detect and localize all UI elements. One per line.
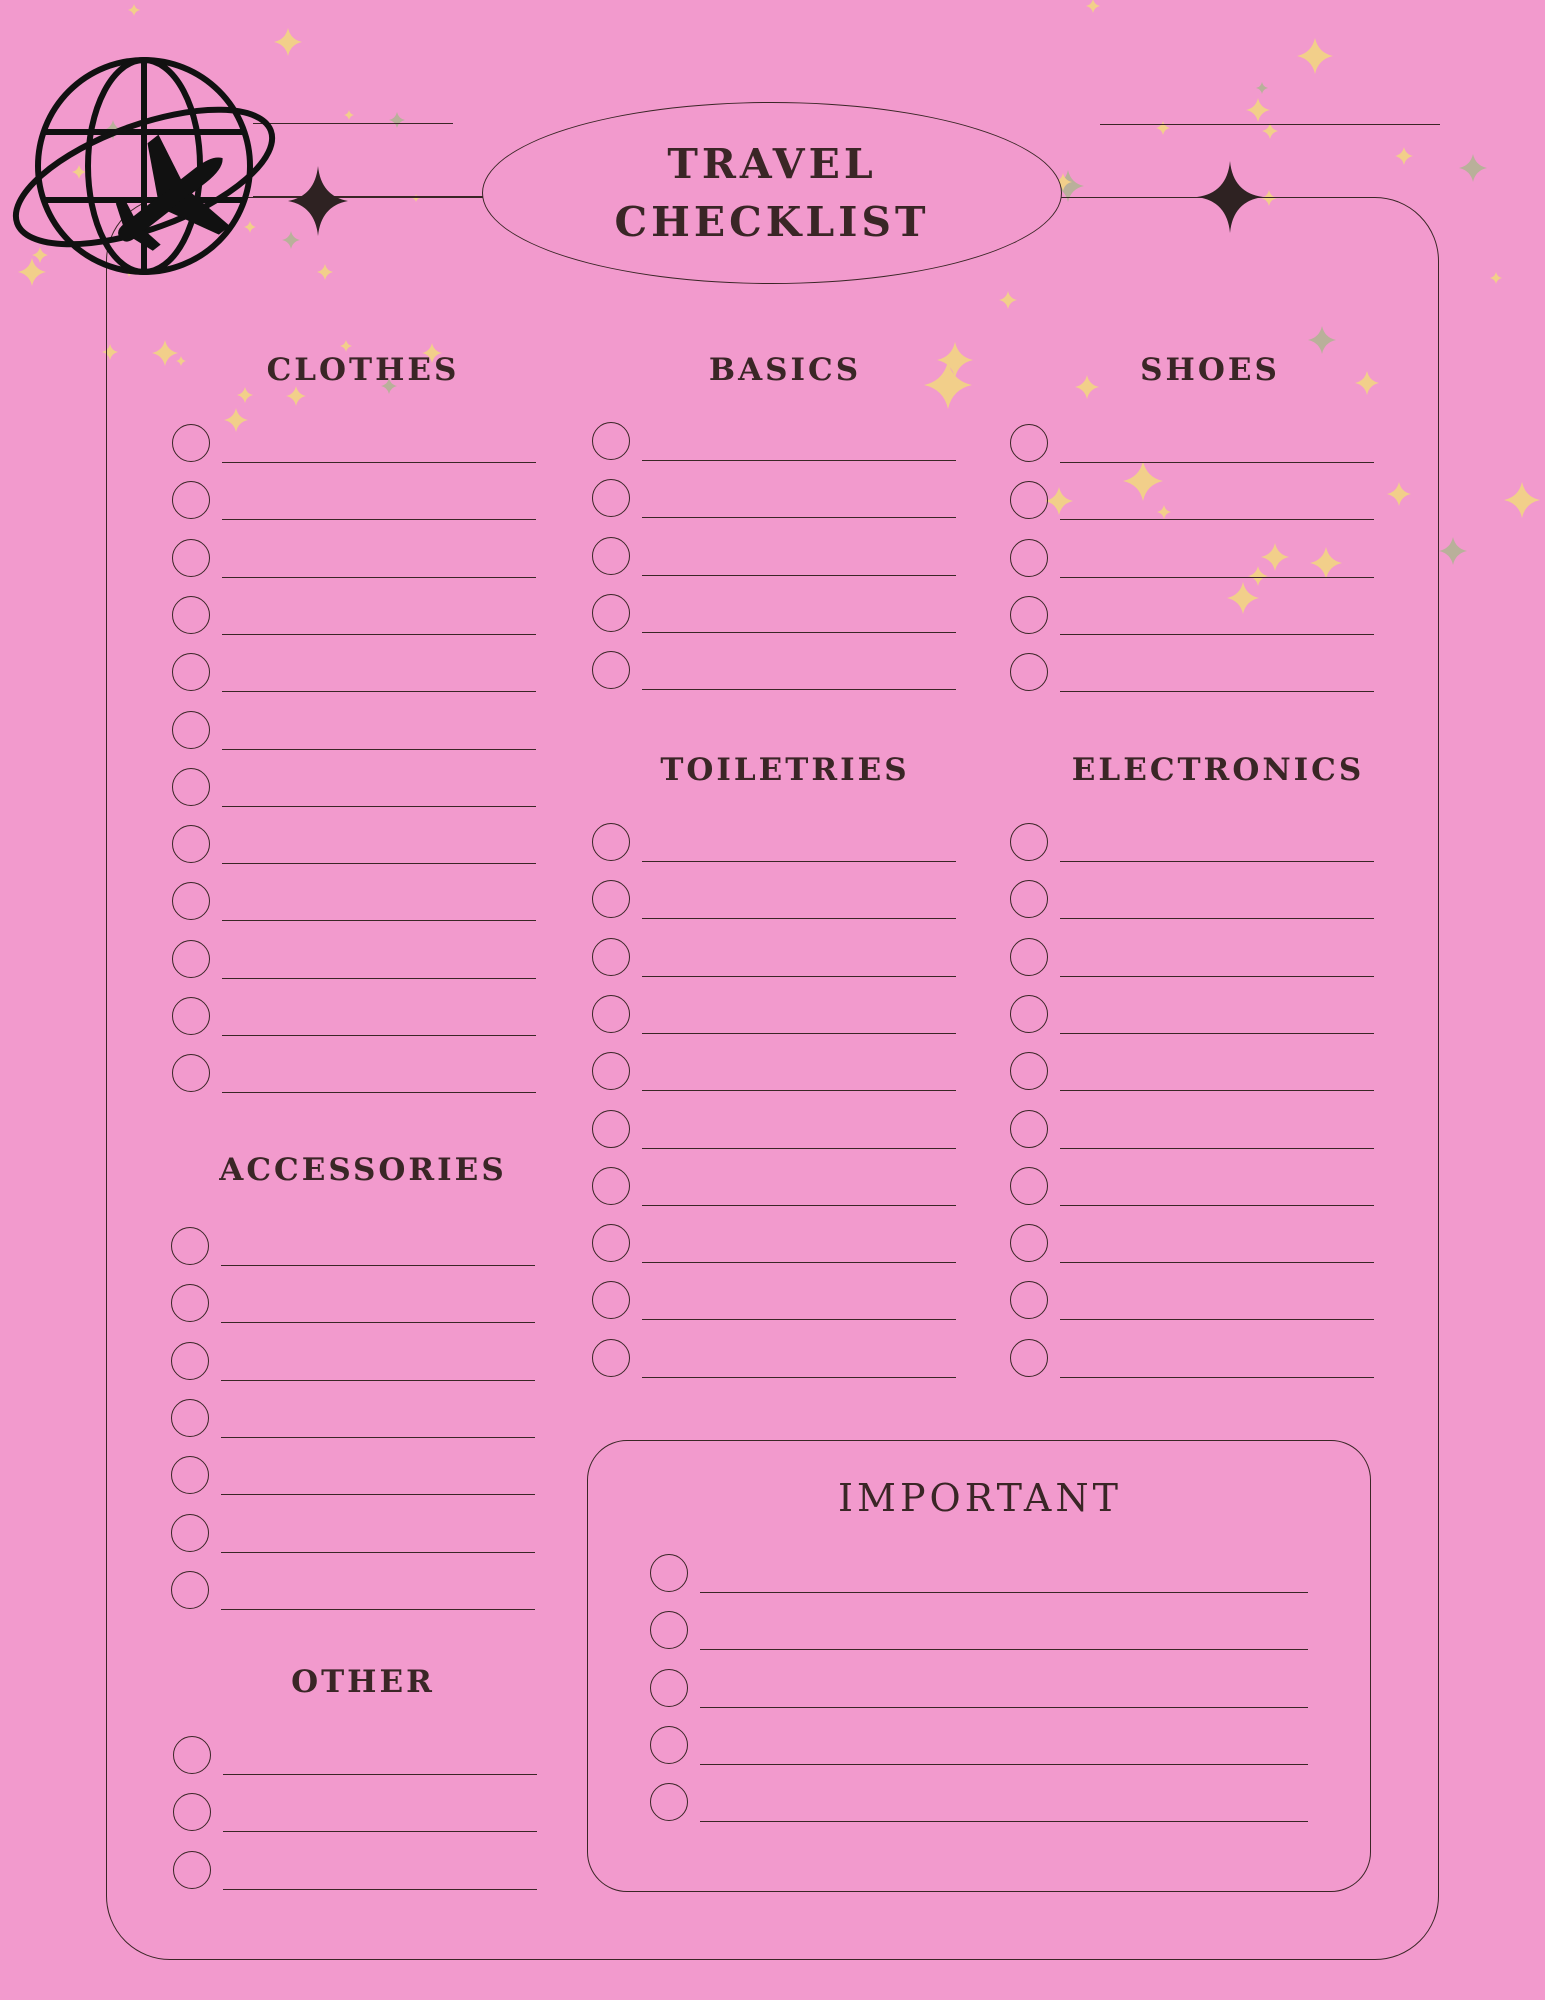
section-heading-clothes: CLOTHES — [266, 352, 460, 388]
write-in-line[interactable] — [1060, 976, 1374, 977]
electronics-checklist-item[interactable] — [1010, 1052, 1374, 1094]
sparkle-icon — [1262, 123, 1278, 139]
important-checklist-item[interactable] — [650, 1669, 1308, 1711]
write-in-line[interactable] — [642, 517, 956, 518]
checkbox-circle[interactable] — [1010, 995, 1048, 1033]
electronics-checklist-item[interactable] — [1010, 823, 1374, 865]
checkbox-circle[interactable] — [592, 1224, 630, 1262]
write-in-line[interactable] — [1060, 577, 1374, 578]
write-in-line[interactable] — [221, 1609, 535, 1610]
basics-checklist-item[interactable] — [592, 594, 956, 636]
write-in-line[interactable] — [222, 920, 536, 921]
shoes-checklist-item[interactable] — [1010, 596, 1374, 638]
checkbox-circle[interactable] — [650, 1669, 688, 1707]
other-checklist-item[interactable] — [173, 1851, 537, 1893]
write-in-line[interactable] — [700, 1821, 1308, 1822]
write-in-line[interactable] — [1060, 1205, 1374, 1206]
shoes-checklist-item[interactable] — [1010, 653, 1374, 695]
checkbox-circle[interactable] — [592, 823, 630, 861]
section-heading-shoes: SHOES — [1140, 352, 1280, 388]
write-in-line[interactable] — [642, 632, 956, 633]
electronics-checklist-item[interactable] — [1010, 1167, 1374, 1209]
section-heading-toiletries: TOILETRIES — [660, 752, 910, 788]
write-in-line[interactable] — [222, 863, 536, 864]
write-in-line[interactable] — [700, 1764, 1308, 1765]
write-in-line[interactable] — [642, 976, 956, 977]
checkbox-circle[interactable] — [592, 880, 630, 918]
write-in-line[interactable] — [642, 1033, 956, 1034]
toiletries-checklist-item[interactable] — [592, 995, 956, 1037]
clothes-checklist-item[interactable] — [172, 940, 536, 982]
write-in-line[interactable] — [642, 918, 956, 919]
checkbox-circle[interactable] — [171, 1514, 209, 1552]
toiletries-checklist-item[interactable] — [592, 1281, 956, 1323]
checkbox-circle[interactable] — [1010, 653, 1048, 691]
sparkle-star-icon — [288, 166, 348, 236]
sparkle-icon — [1395, 147, 1413, 165]
checkbox-circle[interactable] — [1010, 424, 1048, 462]
write-in-line[interactable] — [222, 634, 536, 635]
write-in-line[interactable] — [222, 749, 536, 750]
write-in-line[interactable] — [1060, 861, 1374, 862]
electronics-checklist-item[interactable] — [1010, 1110, 1374, 1152]
sparkle-icon — [389, 112, 405, 128]
checkbox-circle[interactable] — [172, 481, 210, 519]
checkbox-circle[interactable] — [592, 1110, 630, 1148]
section-heading-important: IMPORTANT — [838, 1476, 1122, 1520]
write-in-line[interactable] — [222, 519, 536, 520]
checkbox-circle[interactable] — [171, 1399, 209, 1437]
checkbox-circle[interactable] — [172, 825, 210, 863]
write-in-line[interactable] — [1060, 1148, 1374, 1149]
header-line-right-top — [1100, 124, 1440, 125]
write-in-line[interactable] — [642, 1262, 956, 1263]
section-heading-accessories: ACCESSORIES — [219, 1152, 507, 1188]
toiletries-checklist-item[interactable] — [592, 1167, 956, 1209]
write-in-line[interactable] — [221, 1265, 535, 1266]
write-in-line[interactable] — [700, 1649, 1308, 1650]
checkbox-circle[interactable] — [172, 539, 210, 577]
sparkle-icon — [1086, 0, 1100, 13]
checkbox-circle[interactable] — [171, 1342, 209, 1380]
checkbox-circle[interactable] — [650, 1783, 688, 1821]
checkbox-circle[interactable] — [1010, 1224, 1048, 1262]
electronics-checklist-item[interactable] — [1010, 1224, 1374, 1266]
sparkle-icon — [1439, 537, 1467, 565]
write-in-line[interactable] — [222, 806, 536, 807]
checkbox-circle[interactable] — [650, 1726, 688, 1764]
write-in-line[interactable] — [221, 1380, 535, 1381]
write-in-line[interactable] — [221, 1494, 535, 1495]
clothes-checklist-item[interactable] — [172, 653, 536, 695]
write-in-line[interactable] — [1060, 1033, 1374, 1034]
checkbox-circle[interactable] — [172, 997, 210, 1035]
write-in-line[interactable] — [222, 462, 536, 463]
toiletries-checklist-item[interactable] — [592, 823, 956, 865]
clothes-checklist-item[interactable] — [172, 825, 536, 867]
checkbox-circle[interactable] — [592, 938, 630, 976]
write-in-line[interactable] — [222, 691, 536, 692]
checkbox-circle[interactable] — [1010, 1281, 1048, 1319]
checkbox-circle[interactable] — [172, 653, 210, 691]
checkbox-circle[interactable] — [592, 995, 630, 1033]
checkbox-circle[interactable] — [1010, 1110, 1048, 1148]
checkbox-circle[interactable] — [171, 1456, 209, 1494]
write-in-line[interactable] — [1060, 691, 1374, 692]
write-in-line[interactable] — [700, 1592, 1308, 1593]
checkbox-circle[interactable] — [1010, 880, 1048, 918]
checkbox-circle[interactable] — [1010, 481, 1048, 519]
write-in-line[interactable] — [642, 575, 956, 576]
sparkle-icon — [1256, 82, 1268, 94]
checkbox-circle[interactable] — [1010, 823, 1048, 861]
checkbox-circle[interactable] — [171, 1227, 209, 1265]
electronics-checklist-item[interactable] — [1010, 880, 1374, 922]
write-in-line[interactable] — [642, 1377, 956, 1378]
section-heading-other: OTHER — [291, 1664, 435, 1700]
checkbox-circle[interactable] — [592, 651, 630, 689]
sparkle-icon — [1504, 482, 1540, 518]
write-in-line[interactable] — [642, 861, 956, 862]
sparkle-icon — [1246, 98, 1270, 122]
sparkle-icon — [1297, 38, 1333, 74]
toiletries-checklist-item[interactable] — [592, 1110, 956, 1152]
write-in-line[interactable] — [222, 978, 536, 979]
checkbox-circle[interactable] — [1010, 1052, 1048, 1090]
sparkle-icon — [344, 110, 354, 120]
checkbox-circle[interactable] — [171, 1571, 209, 1609]
write-in-line[interactable] — [642, 1205, 956, 1206]
write-in-line[interactable] — [642, 689, 956, 690]
write-in-line[interactable] — [223, 1889, 537, 1890]
write-in-line[interactable] — [1060, 1262, 1374, 1263]
sparkle-icon — [128, 4, 140, 16]
accessories-checklist-item[interactable] — [171, 1284, 535, 1326]
clothes-checklist-item[interactable] — [172, 882, 536, 924]
important-checklist-item[interactable] — [650, 1611, 1308, 1653]
checkbox-circle[interactable] — [173, 1736, 211, 1774]
checkbox-circle[interactable] — [171, 1284, 209, 1322]
important-checklist-item[interactable] — [650, 1554, 1308, 1596]
checkbox-circle[interactable] — [173, 1851, 211, 1889]
clothes-checklist-item[interactable] — [172, 424, 536, 466]
write-in-line[interactable] — [222, 1092, 536, 1093]
accessories-checklist-item[interactable] — [171, 1514, 535, 1556]
clothes-checklist-item[interactable] — [172, 596, 536, 638]
write-in-line[interactable] — [222, 1035, 536, 1036]
sparkle-star-icon — [1197, 161, 1263, 233]
checkbox-circle[interactable] — [172, 711, 210, 749]
checkbox-circle[interactable] — [1010, 1339, 1048, 1377]
basics-checklist-item[interactable] — [592, 537, 956, 579]
clothes-checklist-item[interactable] — [172, 481, 536, 523]
checkbox-circle[interactable] — [650, 1611, 688, 1649]
write-in-line[interactable] — [1060, 462, 1374, 463]
write-in-line[interactable] — [223, 1831, 537, 1832]
clothes-checklist-item[interactable] — [172, 711, 536, 753]
write-in-line[interactable] — [1060, 634, 1374, 635]
checkbox-circle[interactable] — [592, 422, 630, 460]
page-title-line-2: CHECKLIST — [614, 198, 930, 246]
toiletries-checklist-item[interactable] — [592, 938, 956, 980]
clothes-checklist-item[interactable] — [172, 997, 536, 1039]
clothes-checklist-item[interactable] — [172, 1054, 536, 1096]
sparkle-icon — [1459, 154, 1487, 182]
accessories-checklist-item[interactable] — [171, 1399, 535, 1441]
shoes-checklist-item[interactable] — [1010, 481, 1374, 523]
shoes-checklist-item[interactable] — [1010, 424, 1374, 466]
write-in-line[interactable] — [221, 1437, 535, 1438]
write-in-line[interactable] — [642, 1148, 956, 1149]
write-in-line[interactable] — [1060, 1377, 1374, 1378]
shoes-checklist-item[interactable] — [1010, 539, 1374, 581]
checkbox-circle[interactable] — [172, 596, 210, 634]
checkbox-circle[interactable] — [172, 1054, 210, 1092]
checkbox-circle[interactable] — [172, 882, 210, 920]
clothes-checklist-item[interactable] — [172, 768, 536, 810]
checkbox-circle[interactable] — [1010, 596, 1048, 634]
electronics-checklist-item[interactable] — [1010, 1339, 1374, 1381]
checkbox-circle[interactable] — [592, 1281, 630, 1319]
toiletries-checklist-item[interactable] — [592, 1339, 956, 1381]
clothes-checklist-item[interactable] — [172, 539, 536, 581]
important-checklist-item[interactable] — [650, 1783, 1308, 1825]
globe-airplane-icon — [14, 52, 284, 292]
checkbox-circle[interactable] — [1010, 539, 1048, 577]
toiletries-checklist-item[interactable] — [592, 880, 956, 922]
checkbox-circle[interactable] — [592, 1339, 630, 1377]
checkbox-circle[interactable] — [592, 479, 630, 517]
accessories-checklist-item[interactable] — [171, 1456, 535, 1498]
write-in-line[interactable] — [1060, 1319, 1374, 1320]
toiletries-checklist-item[interactable] — [592, 1224, 956, 1266]
accessories-checklist-item[interactable] — [171, 1227, 535, 1269]
write-in-line[interactable] — [1060, 1090, 1374, 1091]
accessories-checklist-item[interactable] — [171, 1571, 535, 1613]
electronics-checklist-item[interactable] — [1010, 938, 1374, 980]
checkbox-circle[interactable] — [173, 1793, 211, 1831]
other-checklist-item[interactable] — [173, 1736, 537, 1778]
checkbox-circle[interactable] — [592, 537, 630, 575]
basics-checklist-item[interactable] — [592, 422, 956, 464]
sparkle-icon — [1490, 272, 1502, 284]
checkbox-circle[interactable] — [592, 594, 630, 632]
accessories-checklist-item[interactable] — [171, 1342, 535, 1384]
checkbox-circle[interactable] — [592, 1052, 630, 1090]
checkbox-circle[interactable] — [650, 1554, 688, 1592]
important-checklist-item[interactable] — [650, 1726, 1308, 1768]
section-heading-electronics: ELECTRONICS — [1071, 752, 1365, 788]
checkbox-circle[interactable] — [172, 424, 210, 462]
section-heading-basics: BASICS — [708, 352, 862, 388]
write-in-line[interactable] — [223, 1774, 537, 1775]
electronics-checklist-item[interactable] — [1010, 1281, 1374, 1323]
write-in-line[interactable] — [642, 1090, 956, 1091]
other-checklist-item[interactable] — [173, 1793, 537, 1835]
title-oval — [482, 102, 1062, 284]
page-title-line-1: TRAVEL — [667, 140, 877, 188]
write-in-line[interactable] — [221, 1322, 535, 1323]
write-in-line[interactable] — [221, 1552, 535, 1553]
write-in-line[interactable] — [1060, 918, 1374, 919]
basics-checklist-item[interactable] — [592, 651, 956, 693]
toiletries-checklist-item[interactable] — [592, 1052, 956, 1094]
write-in-line[interactable] — [1060, 519, 1374, 520]
basics-checklist-item[interactable] — [592, 479, 956, 521]
checkbox-circle[interactable] — [1010, 1167, 1048, 1205]
checkbox-circle[interactable] — [172, 940, 210, 978]
write-in-line[interactable] — [642, 1319, 956, 1320]
checkbox-circle[interactable] — [172, 768, 210, 806]
checkbox-circle[interactable] — [1010, 938, 1048, 976]
electronics-checklist-item[interactable] — [1010, 995, 1374, 1037]
write-in-line[interactable] — [222, 577, 536, 578]
write-in-line[interactable] — [700, 1707, 1308, 1708]
checkbox-circle[interactable] — [592, 1167, 630, 1205]
write-in-line[interactable] — [642, 460, 956, 461]
